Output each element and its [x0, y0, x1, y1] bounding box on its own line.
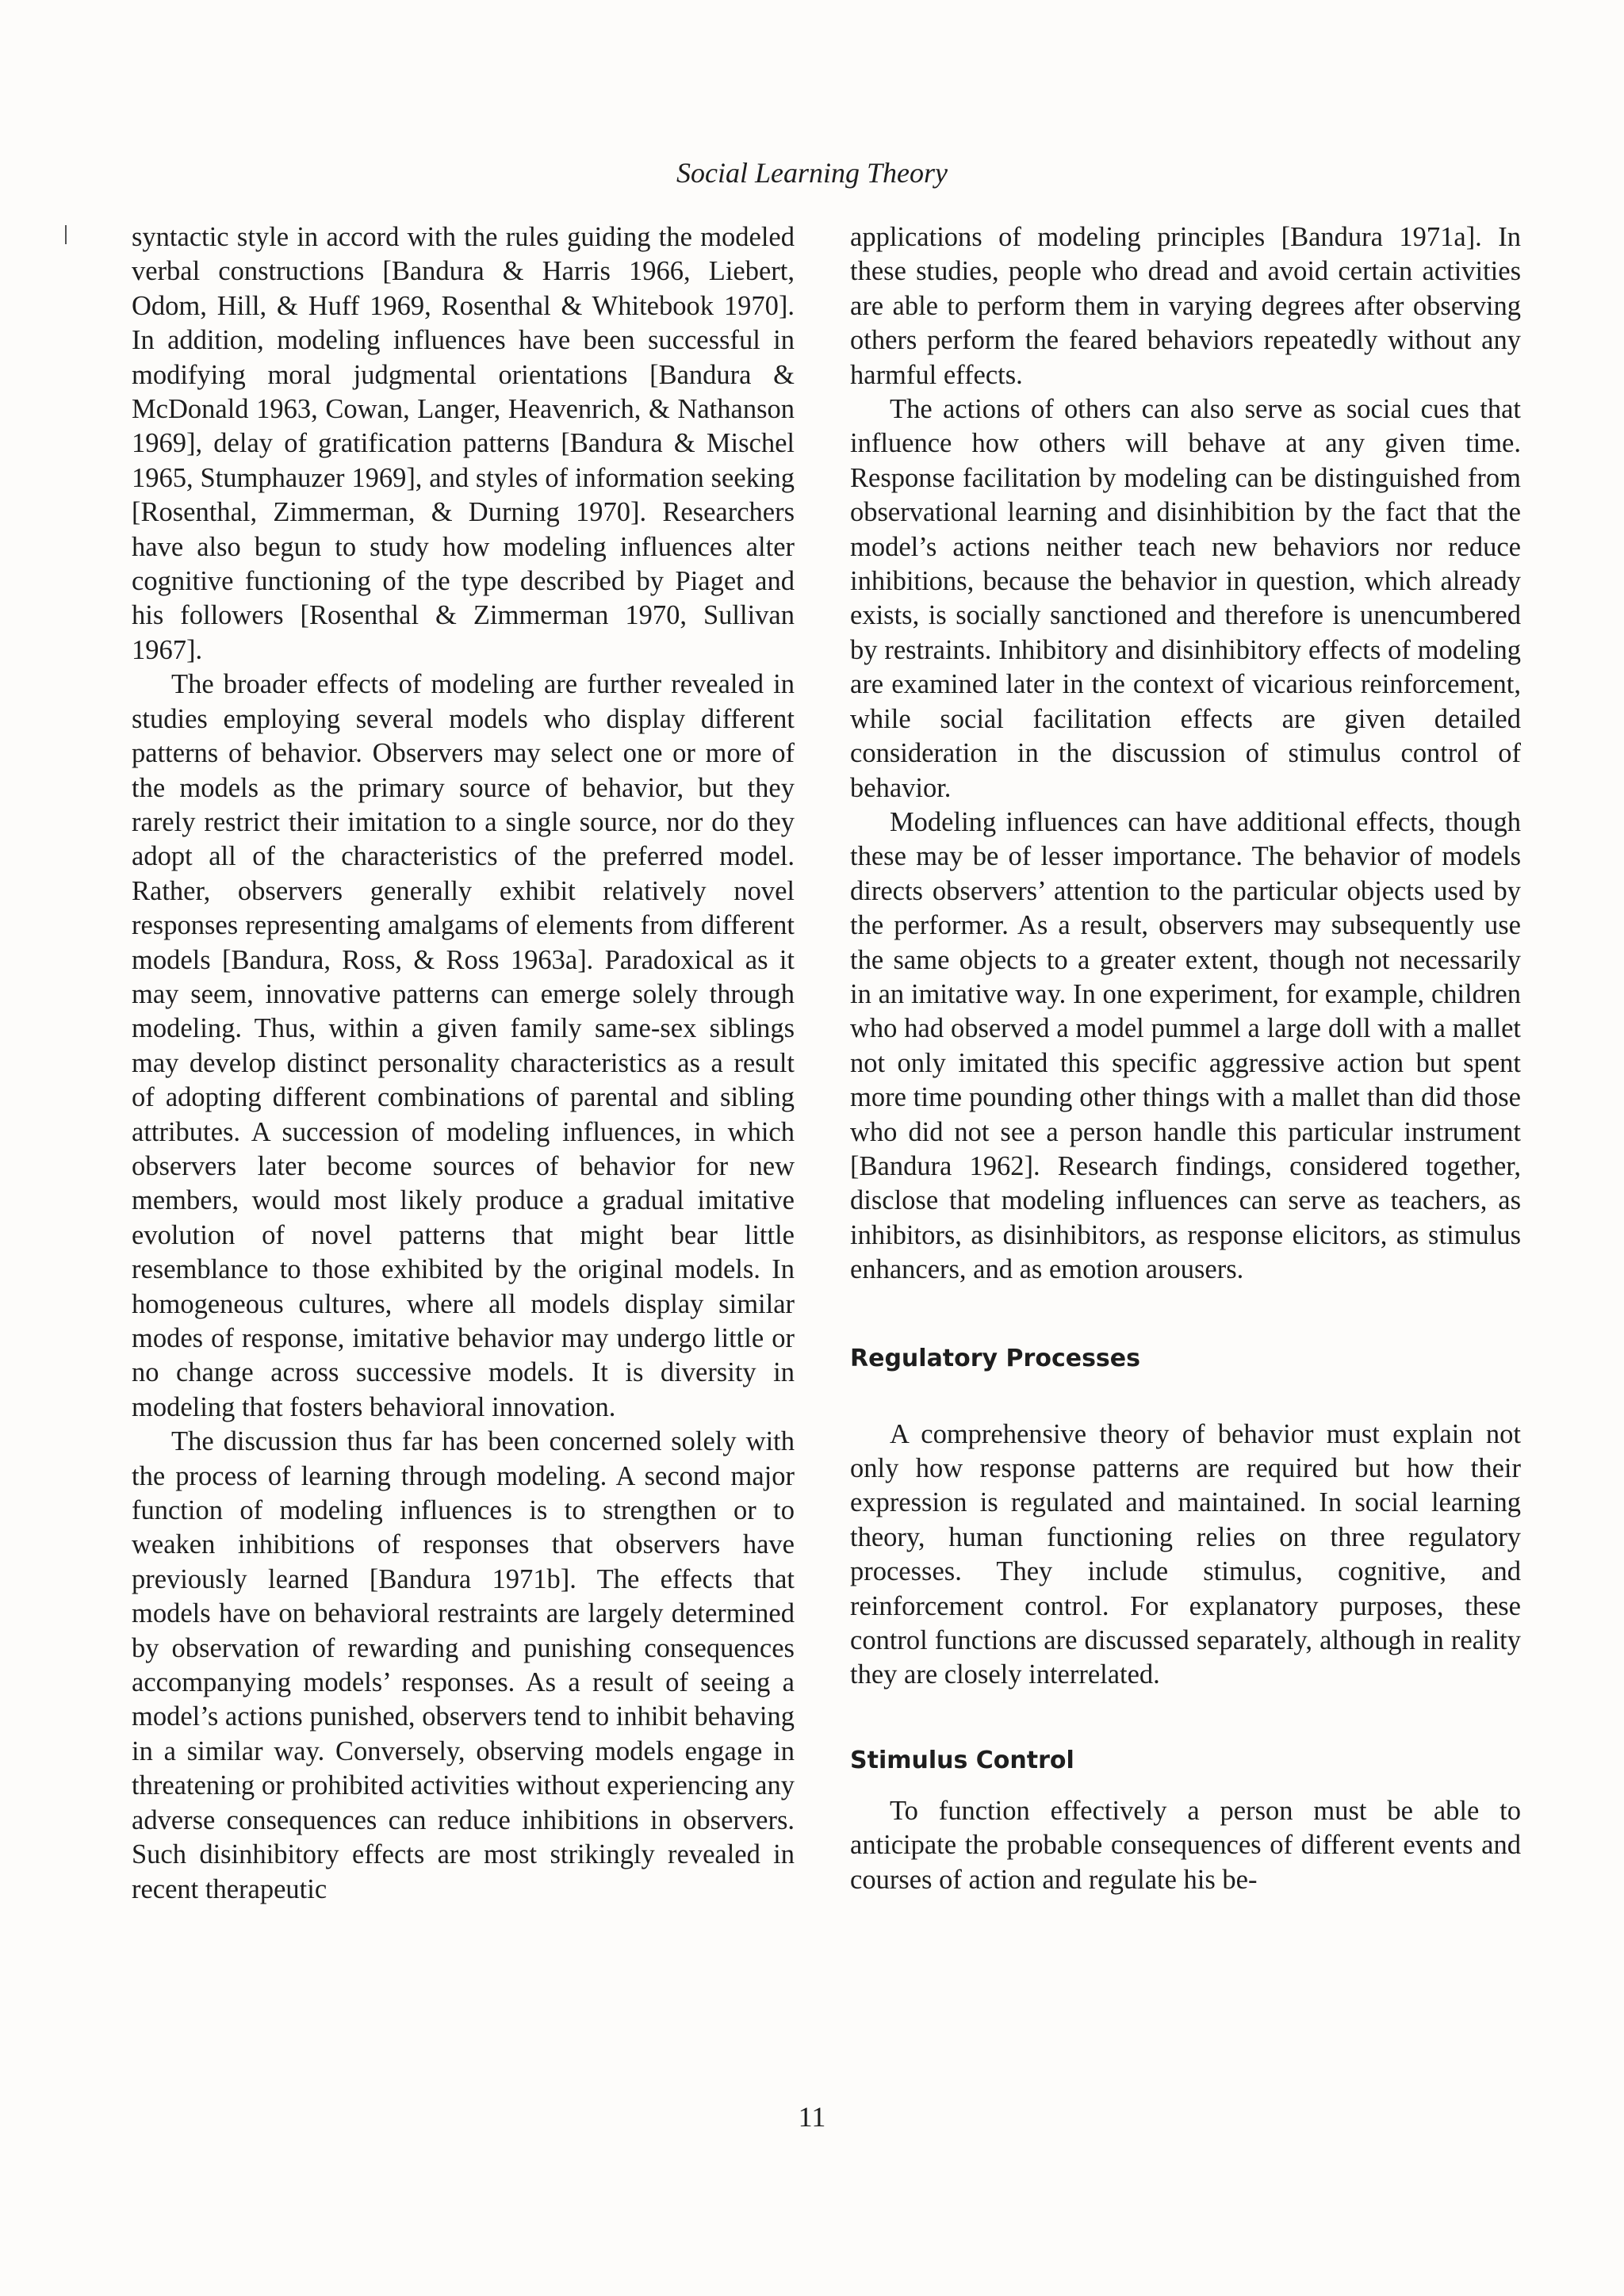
right-column	[850, 220, 1521, 1897]
paragraph: To function effectively a person must be able to anticipate the probable consequences of different events and courses of action and regulate his be-	[850, 1795, 1521, 1895]
margin-mark	[65, 225, 67, 244]
running-head: Social Learning Theory	[676, 157, 948, 189]
paragraph: syntactic style in accord with the rules guiding the modeled verbal constructions [Bandura & Harris 1966, Liebert, Odom, Hill, & Huff 1969, Rosenthal & Whitebook 1970]. In addition, modeling influences have been successful in modifying moral judgmental orientations [Bandura & McDonald 1963, Cowan, Langer, Heavenrich, & Nathanson 1969], delay of gratification patterns [Bandura & Mischel 1965, Stumphauzer 1969], and styles of information seeking [Rosenthal, Zimmerman, & Durning 1970]. Researchers have also begun to study how modeling influences alter cognitive functioning of the type described by Piaget and his followers [Rosenthal & Zimmerman 1970, Sullivan 1967].	[132, 222, 795, 665]
section-heading-stimulus-control: Stimulus Control	[850, 1746, 1074, 1774]
page-number: 11	[798, 2101, 826, 2133]
paragraph: applications of modeling principles [Bandura 1971a]. In these studies, people who dread and avoid certain activities are able to perform them in varying degrees after observing others perform the feared behaviors repeatedly without any harmful effects.	[850, 222, 1521, 390]
paragraph: A comprehensive theory of behavior must explain not only how response patterns are required but how their expression is regulated and maintained. In social learning theory, human functioning relies on three regulatory processes. They include stimulus, cognitive, and reinforcement control. For explanatory purposes, these control functions are discussed separately, although in reality they are closely interrelated.	[850, 1418, 1521, 1690]
paragraph: Modeling influences can have additional effects, though these may be of lesser importance. The behavior of models directs observers’ attention to the particular objects used by the performer. As a result, observers may subsequently use the same objects to a greater extent, though not necessarily in an imitative way. In one experiment, for example, children who had observed a model pummel a large doll with a mallet not only imitated this specific aggressive action but spent more time pounding other things with a mallet than did those who did not see a person handle this particular instrument [Bandura 1962]. Research findings, considered together, disclose that modeling influences can serve as teachers, as inhibitors, as disinhibitors, as response elicitors, as stimulus enhancers, and as emotion arousers.	[850, 806, 1521, 1285]
paragraph: The discussion thus far has been concerned solely with the process of learning through modeling. A second major function of modeling influences is to strengthen or to weaken inhibitions of responses that observers have previously learned [Bandura 1971b]. The effects that models have on behavioral restraints are largely determined by observation of rewarding and punishing consequences accompanying models’ responses. As a result of seeing a model’s actions punished, observers tend to inhibit behaving in a similar way. Conversely, observing models engage in threatening or prohibited activities without experiencing any adverse consequences can reduce inhibitions in observers. Such disinhibitory effects are most strikingly revealed in recent therapeutic	[132, 1426, 795, 1904]
paragraph: The actions of others can also serve as social cues that influence how others will behave at any given time. Response facilitation by modeling can be distinguished from observational learning and disinhibition by the fact that the model’s actions neither teach new behaviors nor reduce inhibitions, because the behavior in question, which already exists, is socially sanctioned and therefore is unencumbered by restraints. Inhibitory and disinhibitory effects of modeling are examined later in the context of vicarious reinforcement, while social facilitation effects are given detailed consideration in the discussion of stimulus control of behavior.	[850, 394, 1521, 803]
section-heading-regulatory-processes: Regulatory Processes	[850, 1344, 1140, 1372]
left-column	[132, 220, 795, 1907]
paragraph: The broader effects of modeling are further revealed in studies employing several models who display different patterns of behavior. Observers may select one or more of the models as the primary source of behavior, but they rarely restrict their imitation to a single source, nor do they adopt all of the characteristics of the preferred model. Rather, observers generally exhibit relatively novel responses representing amalgams of elements from different models [Bandura, Ross, & Ross 1963a]. Paradoxical as it may seem, innovative patterns can emerge solely through modeling. Thus, within a given family same-sex siblings may develop distinct personality characteristics as a result of adopting different combinations of parental and sibling attributes. A succession of modeling influences, in which observers later become sources of behavior for new members, would most likely produce a gradual imitative evolution of novel patterns that might bear little resemblance to those exhibited by the original models. In homogeneous cultures, where all models display similar modes of response, imitative behavior may undergo little or no change across successive models. It is diversity in modeling that fosters behavioral innovation.	[132, 669, 795, 1422]
